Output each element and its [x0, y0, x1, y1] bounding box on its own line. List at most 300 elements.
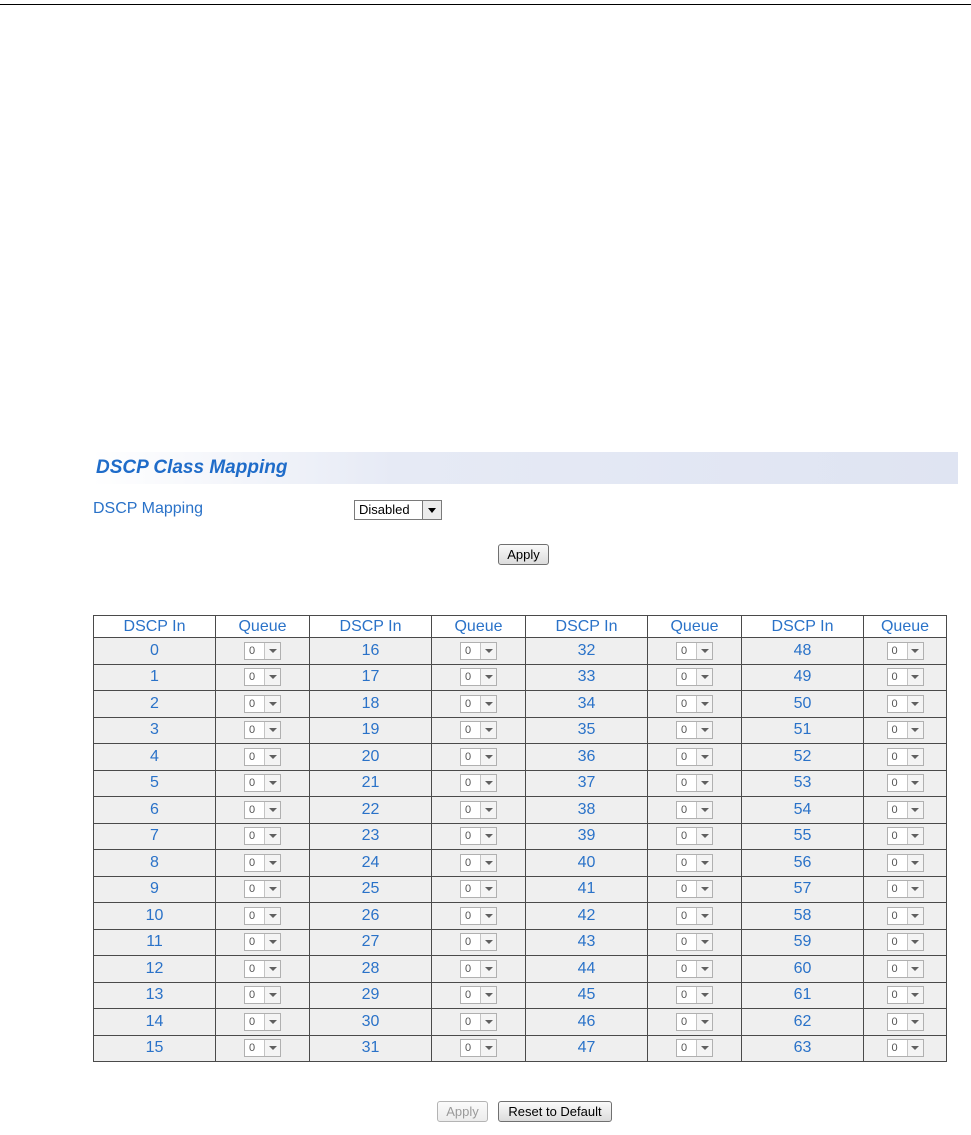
- queue-value: 0: [681, 856, 688, 869]
- chevron-down-icon[interactable]: [907, 961, 923, 977]
- dscp-in-value: 48: [742, 638, 864, 665]
- dscp-in-value: 38: [526, 797, 648, 824]
- queue-select[interactable]: [244, 721, 281, 739]
- chevron-down-icon[interactable]: [907, 749, 923, 765]
- chevron-down-icon[interactable]: [480, 961, 496, 977]
- queue-value: 0: [249, 1015, 256, 1028]
- chevron-down-icon[interactable]: [264, 881, 280, 897]
- queue-select[interactable]: [244, 668, 281, 686]
- chevron-down-icon[interactable]: [264, 1014, 280, 1030]
- queue-select[interactable]: [460, 960, 497, 978]
- queue-value: 0: [681, 750, 688, 763]
- dscp-in-value: 55: [742, 823, 864, 850]
- queue-select[interactable]: [887, 880, 924, 898]
- queue-cell: [432, 797, 526, 824]
- chevron-down-icon[interactable]: [264, 828, 280, 844]
- dscp-in-value: 32: [526, 638, 648, 665]
- queue-select[interactable]: [676, 721, 713, 739]
- queue-value: 0: [465, 777, 472, 790]
- queue-select[interactable]: [460, 933, 497, 951]
- dscp-in-value: 45: [526, 982, 648, 1009]
- chevron-down-icon[interactable]: [480, 987, 496, 1003]
- queue-cell: [432, 717, 526, 744]
- chevron-down-icon[interactable]: [907, 881, 923, 897]
- chevron-down-icon[interactable]: [480, 1014, 496, 1030]
- queue-select[interactable]: [244, 854, 281, 872]
- chevron-down-icon[interactable]: [480, 696, 496, 712]
- chevron-down-icon[interactable]: [264, 749, 280, 765]
- queue-value: 0: [465, 750, 472, 763]
- chevron-down-icon[interactable]: [696, 881, 712, 897]
- queue-value: 0: [891, 777, 898, 790]
- queue-select[interactable]: [244, 827, 281, 845]
- chevron-down-icon[interactable]: [264, 987, 280, 1003]
- queue-cell: [864, 903, 947, 930]
- queue-select[interactable]: [887, 827, 924, 845]
- table-row: [94, 638, 947, 665]
- queue-select[interactable]: [460, 642, 497, 660]
- queue-value: 0: [465, 909, 472, 922]
- table-row: [94, 744, 947, 771]
- section-header: [92, 452, 958, 484]
- queue-select[interactable]: [460, 668, 497, 686]
- queue-select[interactable]: [887, 854, 924, 872]
- table-row: [94, 823, 947, 850]
- chevron-down-icon[interactable]: [907, 828, 923, 844]
- queue-cell: [432, 1035, 526, 1062]
- queue-select[interactable]: [676, 695, 713, 713]
- chevron-down-icon[interactable]: [480, 855, 496, 871]
- dscp-in-value: 23: [310, 823, 432, 850]
- dscp-in-value: 12: [94, 956, 216, 983]
- chevron-down-icon[interactable]: [696, 669, 712, 685]
- queue-select[interactable]: [460, 827, 497, 845]
- queue-value: 0: [891, 1015, 898, 1028]
- queue-cell: [648, 1009, 742, 1036]
- queue-value: 0: [249, 936, 256, 949]
- queue-select[interactable]: [244, 695, 281, 713]
- queue-select[interactable]: [676, 642, 713, 660]
- chevron-down-icon[interactable]: [264, 802, 280, 818]
- dscp-in-value: 51: [742, 717, 864, 744]
- chevron-down-icon[interactable]: [696, 802, 712, 818]
- queue-select[interactable]: [676, 748, 713, 766]
- chevron-down-icon[interactable]: [264, 669, 280, 685]
- queue-select[interactable]: [887, 986, 924, 1004]
- table-row: [94, 876, 947, 903]
- queue-cell: [648, 876, 742, 903]
- queue-select[interactable]: [887, 1013, 924, 1031]
- queue-cell: [432, 956, 526, 983]
- chevron-down-icon[interactable]: [696, 855, 712, 871]
- queue-cell: [216, 1035, 310, 1062]
- queue-cell: [648, 744, 742, 771]
- dscp-in-value: 34: [526, 691, 648, 718]
- queue-value: 0: [891, 1042, 898, 1055]
- dscp-in-value: 61: [742, 982, 864, 1009]
- table-row: [94, 1009, 947, 1036]
- queue-cell: [648, 664, 742, 691]
- chevron-down-icon[interactable]: [696, 643, 712, 659]
- queue-cell: [432, 638, 526, 665]
- dscp-in-value: 58: [742, 903, 864, 930]
- queue-value: 0: [465, 830, 472, 843]
- queue-select[interactable]: [244, 907, 281, 925]
- table-header-row: [94, 616, 947, 638]
- queue-cell: [432, 929, 526, 956]
- chevron-down-icon[interactable]: [480, 802, 496, 818]
- table-row: [94, 1035, 947, 1062]
- dscp-in-value: 21: [310, 770, 432, 797]
- queue-select[interactable]: [244, 801, 281, 819]
- dscp-in-value: 57: [742, 876, 864, 903]
- dscp-mapping-value: Disabled: [359, 502, 410, 517]
- column-header-dscp-in: DSCP In: [742, 616, 864, 638]
- table-row: [94, 982, 947, 1009]
- queue-select[interactable]: [887, 721, 924, 739]
- queue-cell: [216, 982, 310, 1009]
- queue-cell: [432, 876, 526, 903]
- dscp-in-value: 63: [742, 1035, 864, 1062]
- queue-select[interactable]: [676, 933, 713, 951]
- queue-select[interactable]: [887, 907, 924, 925]
- chevron-down-icon[interactable]: [264, 1040, 280, 1056]
- dscp-in-value: 54: [742, 797, 864, 824]
- queue-select[interactable]: [887, 748, 924, 766]
- dscp-in-value: 50: [742, 691, 864, 718]
- chevron-down-icon[interactable]: [696, 1014, 712, 1030]
- dscp-in-value: 35: [526, 717, 648, 744]
- queue-select[interactable]: [887, 933, 924, 951]
- table-row: [94, 929, 947, 956]
- queue-value: 0: [249, 883, 256, 896]
- chevron-down-icon[interactable]: [480, 722, 496, 738]
- dscp-in-value: 9: [94, 876, 216, 903]
- queue-value: 0: [681, 697, 688, 710]
- chevron-down-icon[interactable]: [422, 501, 441, 519]
- dscp-in-value: 60: [742, 956, 864, 983]
- queue-select[interactable]: [887, 960, 924, 978]
- queue-cell: [864, 956, 947, 983]
- chevron-down-icon[interactable]: [907, 987, 923, 1003]
- column-header-dscp-in: DSCP In: [310, 616, 432, 638]
- chevron-down-icon[interactable]: [907, 908, 923, 924]
- queue-value: 0: [249, 724, 256, 737]
- queue-cell: [216, 850, 310, 877]
- queue-value: 0: [465, 856, 472, 869]
- chevron-down-icon[interactable]: [696, 775, 712, 791]
- queue-select[interactable]: [460, 986, 497, 1004]
- chevron-down-icon[interactable]: [907, 669, 923, 685]
- dscp-mapping-label: DSCP Mapping: [93, 500, 203, 517]
- queue-select[interactable]: [676, 1013, 713, 1031]
- queue-value: 0: [891, 883, 898, 896]
- apply-queue-button[interactable]: Apply: [437, 1101, 488, 1122]
- queue-value: 0: [891, 856, 898, 869]
- queue-select[interactable]: [460, 854, 497, 872]
- queue-cell: [864, 717, 947, 744]
- chevron-down-icon[interactable]: [264, 722, 280, 738]
- queue-value: 0: [249, 671, 256, 684]
- queue-select[interactable]: [244, 960, 281, 978]
- queue-select[interactable]: [460, 695, 497, 713]
- queue-value: 0: [249, 803, 256, 816]
- chevron-down-icon[interactable]: [696, 722, 712, 738]
- dscp-in-value: 56: [742, 850, 864, 877]
- queue-value: 0: [465, 803, 472, 816]
- queue-cell: [864, 850, 947, 877]
- queue-select[interactable]: [460, 774, 497, 792]
- queue-value: 0: [681, 777, 688, 790]
- dscp-in-value: 25: [310, 876, 432, 903]
- queue-value: 0: [465, 989, 472, 1002]
- dscp-in-value: 16: [310, 638, 432, 665]
- dscp-mapping-select[interactable]: [354, 500, 442, 520]
- queue-select[interactable]: [244, 880, 281, 898]
- queue-select[interactable]: [460, 748, 497, 766]
- queue-cell: [864, 664, 947, 691]
- queue-select[interactable]: [676, 960, 713, 978]
- chevron-down-icon[interactable]: [480, 828, 496, 844]
- chevron-down-icon[interactable]: [264, 643, 280, 659]
- dscp-in-value: 53: [742, 770, 864, 797]
- queue-select[interactable]: [676, 774, 713, 792]
- chevron-down-icon[interactable]: [696, 934, 712, 950]
- dscp-in-value: 7: [94, 823, 216, 850]
- queue-select[interactable]: [887, 801, 924, 819]
- queue-value: 0: [249, 750, 256, 763]
- column-header-dscp-in: DSCP In: [526, 616, 648, 638]
- dscp-in-value: 11: [94, 929, 216, 956]
- queue-select[interactable]: [887, 642, 924, 660]
- dscp-in-value: 20: [310, 744, 432, 771]
- queue-cell: [432, 744, 526, 771]
- dscp-in-value: 42: [526, 903, 648, 930]
- dscp-in-value: 17: [310, 664, 432, 691]
- dscp-in-value: 43: [526, 929, 648, 956]
- queue-cell: [648, 1035, 742, 1062]
- queue-cell: [216, 903, 310, 930]
- queue-cell: [648, 956, 742, 983]
- dscp-in-value: 40: [526, 850, 648, 877]
- queue-value: 0: [249, 830, 256, 843]
- chevron-down-icon[interactable]: [480, 669, 496, 685]
- dscp-in-value: 47: [526, 1035, 648, 1062]
- queue-select[interactable]: [460, 907, 497, 925]
- queue-select[interactable]: [460, 1013, 497, 1031]
- queue-select[interactable]: [244, 933, 281, 951]
- queue-cell: [864, 1035, 947, 1062]
- dscp-in-value: 22: [310, 797, 432, 824]
- queue-cell: [216, 797, 310, 824]
- chevron-down-icon[interactable]: [696, 749, 712, 765]
- queue-value: 0: [891, 671, 898, 684]
- queue-select[interactable]: [244, 642, 281, 660]
- queue-cell: [864, 876, 947, 903]
- queue-value: 0: [891, 830, 898, 843]
- dscp-in-value: 36: [526, 744, 648, 771]
- queue-cell: [864, 823, 947, 850]
- queue-value: 0: [891, 909, 898, 922]
- chevron-down-icon[interactable]: [907, 775, 923, 791]
- dscp-in-value: 46: [526, 1009, 648, 1036]
- chevron-down-icon[interactable]: [264, 855, 280, 871]
- chevron-down-icon[interactable]: [907, 802, 923, 818]
- queue-value: 0: [465, 1042, 472, 1055]
- queue-select[interactable]: [244, 986, 281, 1004]
- queue-value: 0: [681, 1015, 688, 1028]
- chevron-down-icon[interactable]: [696, 961, 712, 977]
- queue-value: 0: [681, 724, 688, 737]
- queue-value: 0: [249, 644, 256, 657]
- dscp-in-value: 31: [310, 1035, 432, 1062]
- chevron-down-icon[interactable]: [480, 934, 496, 950]
- dscp-in-value: 2: [94, 691, 216, 718]
- queue-select[interactable]: [676, 827, 713, 845]
- table-row: [94, 691, 947, 718]
- queue-select[interactable]: [887, 668, 924, 686]
- queue-select[interactable]: [676, 854, 713, 872]
- dscp-in-value: 28: [310, 956, 432, 983]
- chevron-down-icon[interactable]: [907, 722, 923, 738]
- queue-select[interactable]: [676, 907, 713, 925]
- queue-value: 0: [891, 936, 898, 949]
- chevron-down-icon[interactable]: [480, 749, 496, 765]
- queue-cell: [648, 691, 742, 718]
- table-row: [94, 797, 947, 824]
- dscp-in-value: 1: [94, 664, 216, 691]
- queue-cell: [648, 797, 742, 824]
- queue-cell: [216, 744, 310, 771]
- queue-value: 0: [249, 777, 256, 790]
- queue-value: 0: [249, 909, 256, 922]
- queue-value: 0: [681, 989, 688, 1002]
- queue-cell: [864, 691, 947, 718]
- queue-select[interactable]: [676, 668, 713, 686]
- table-row: [94, 664, 947, 691]
- table-row: [94, 717, 947, 744]
- queue-select[interactable]: [676, 986, 713, 1004]
- queue-cell: [648, 929, 742, 956]
- queue-select[interactable]: [676, 1039, 713, 1057]
- reset-to-default-button[interactable]: Reset to Default: [498, 1101, 612, 1122]
- dscp-in-value: 5: [94, 770, 216, 797]
- queue-cell: [648, 823, 742, 850]
- dscp-in-value: 27: [310, 929, 432, 956]
- chevron-down-icon[interactable]: [907, 696, 923, 712]
- queue-select[interactable]: [460, 721, 497, 739]
- table-row: [94, 956, 947, 983]
- queue-cell: [216, 664, 310, 691]
- queue-select[interactable]: [244, 748, 281, 766]
- queue-select[interactable]: [244, 1039, 281, 1057]
- chevron-down-icon[interactable]: [696, 696, 712, 712]
- chevron-down-icon[interactable]: [480, 881, 496, 897]
- chevron-down-icon[interactable]: [696, 987, 712, 1003]
- queue-value: 0: [465, 962, 472, 975]
- queue-select[interactable]: [460, 801, 497, 819]
- queue-cell: [432, 691, 526, 718]
- queue-value: 0: [465, 671, 472, 684]
- queue-select[interactable]: [460, 880, 497, 898]
- chevron-down-icon[interactable]: [264, 775, 280, 791]
- chevron-down-icon[interactable]: [264, 934, 280, 950]
- dscp-in-value: 33: [526, 664, 648, 691]
- queue-cell: [864, 982, 947, 1009]
- chevron-down-icon[interactable]: [264, 696, 280, 712]
- queue-value: 0: [891, 989, 898, 1002]
- queue-cell: [216, 876, 310, 903]
- dscp-in-value: 26: [310, 903, 432, 930]
- chevron-down-icon[interactable]: [696, 1040, 712, 1056]
- queue-select[interactable]: [676, 880, 713, 898]
- table-row: [94, 903, 947, 930]
- queue-value: 0: [681, 830, 688, 843]
- queue-select[interactable]: [887, 1039, 924, 1057]
- queue-value: 0: [681, 644, 688, 657]
- queue-value: 0: [249, 989, 256, 1002]
- queue-value: 0: [465, 936, 472, 949]
- dscp-in-value: 41: [526, 876, 648, 903]
- dscp-in-value: 10: [94, 903, 216, 930]
- chevron-down-icon[interactable]: [480, 1040, 496, 1056]
- chevron-down-icon[interactable]: [907, 1040, 923, 1056]
- chevron-down-icon[interactable]: [480, 908, 496, 924]
- queue-value: 0: [249, 856, 256, 869]
- queue-select[interactable]: [676, 801, 713, 819]
- column-header-queue: Queue: [432, 616, 526, 638]
- queue-select[interactable]: [460, 1039, 497, 1057]
- apply-mapping-button[interactable]: Apply: [498, 544, 549, 565]
- dscp-queue-table: [93, 615, 947, 1062]
- queue-cell: [432, 664, 526, 691]
- queue-select[interactable]: [244, 1013, 281, 1031]
- queue-cell: [648, 850, 742, 877]
- queue-select[interactable]: [887, 695, 924, 713]
- chevron-down-icon[interactable]: [907, 643, 923, 659]
- queue-value: 0: [681, 1042, 688, 1055]
- dscp-in-value: 8: [94, 850, 216, 877]
- queue-value: 0: [681, 909, 688, 922]
- chevron-down-icon[interactable]: [480, 643, 496, 659]
- chevron-down-icon[interactable]: [264, 961, 280, 977]
- chevron-down-icon[interactable]: [696, 908, 712, 924]
- chevron-down-icon[interactable]: [696, 828, 712, 844]
- queue-select[interactable]: [887, 774, 924, 792]
- chevron-down-icon[interactable]: [264, 908, 280, 924]
- dscp-in-value: 13: [94, 982, 216, 1009]
- chevron-down-icon[interactable]: [480, 775, 496, 791]
- dscp-in-value: 14: [94, 1009, 216, 1036]
- queue-value: 0: [465, 644, 472, 657]
- queue-value: 0: [891, 962, 898, 975]
- dscp-in-value: 6: [94, 797, 216, 824]
- column-header-queue: Queue: [864, 616, 947, 638]
- chevron-down-icon[interactable]: [907, 934, 923, 950]
- chevron-down-icon[interactable]: [907, 1014, 923, 1030]
- dscp-in-value: 24: [310, 850, 432, 877]
- queue-value: 0: [681, 803, 688, 816]
- queue-select[interactable]: [244, 774, 281, 792]
- column-header-queue: Queue: [216, 616, 310, 638]
- column-header-queue: Queue: [648, 616, 742, 638]
- top-divider: [0, 4, 971, 5]
- queue-cell: [864, 797, 947, 824]
- dscp-in-value: 18: [310, 691, 432, 718]
- queue-cell: [648, 982, 742, 1009]
- queue-cell: [432, 982, 526, 1009]
- chevron-down-icon[interactable]: [907, 855, 923, 871]
